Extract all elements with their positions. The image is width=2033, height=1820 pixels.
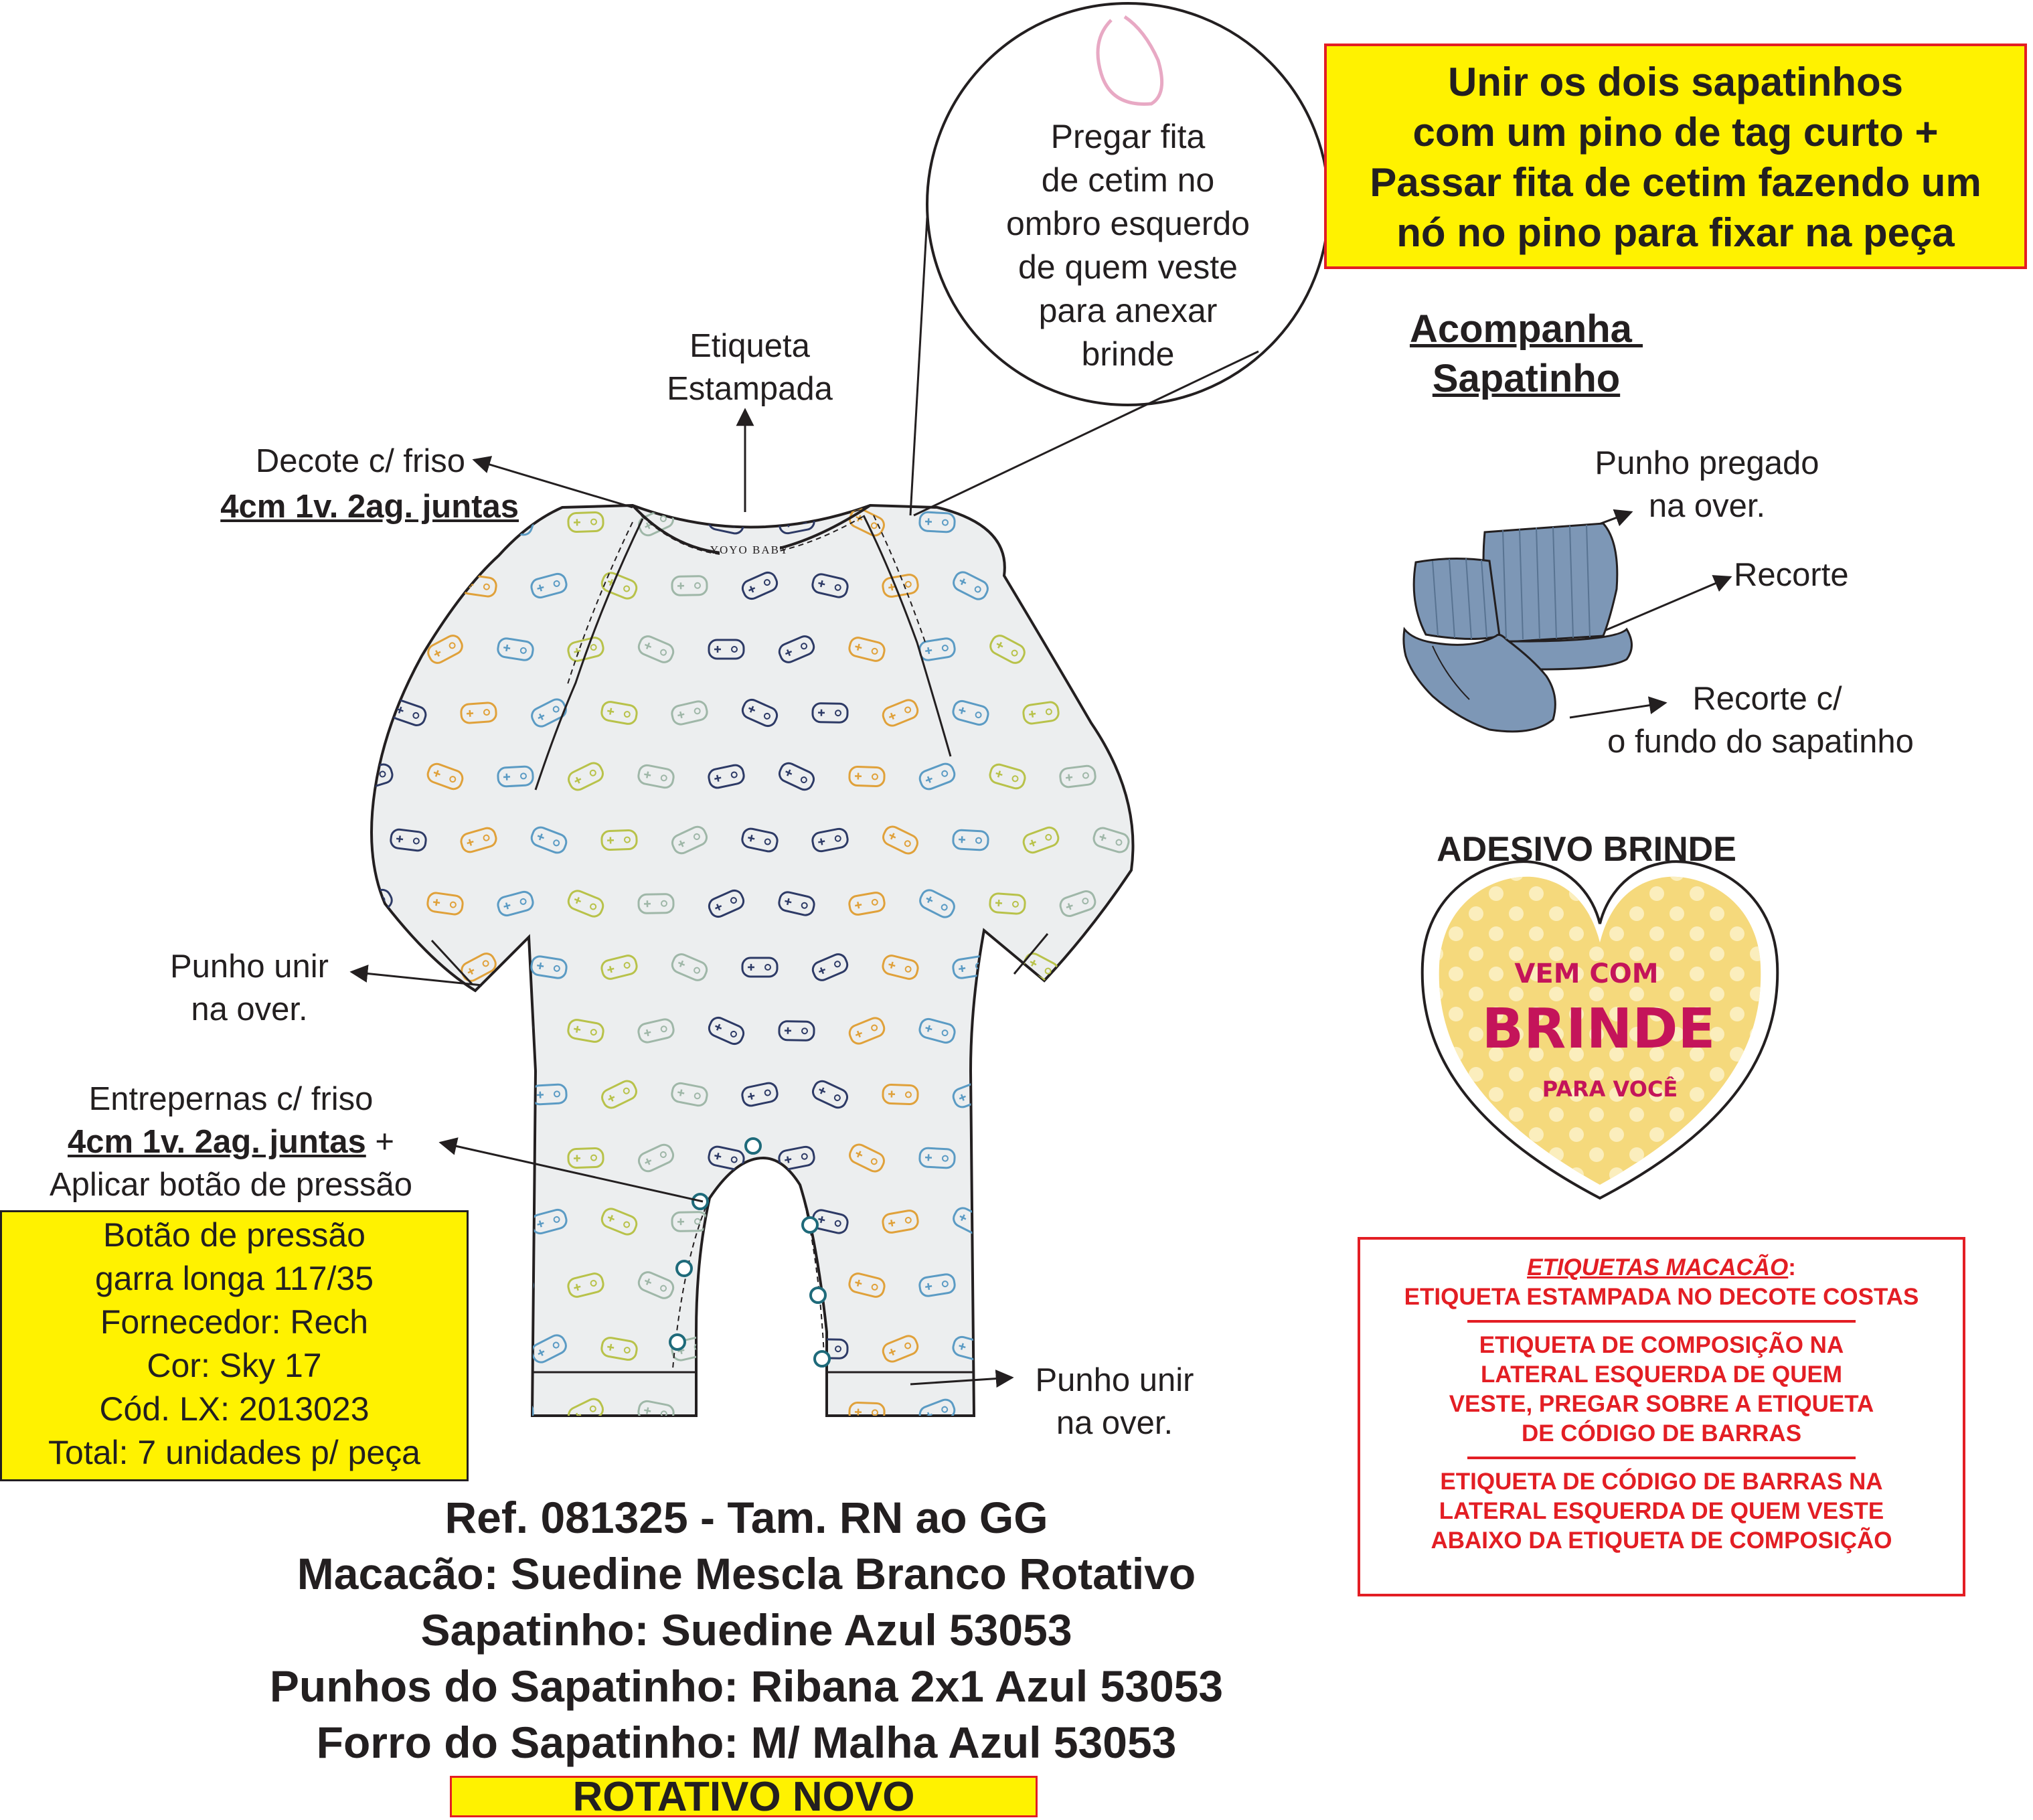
etiquetas-heading <box>1360 1253 1963 1283</box>
controller-icon <box>1163 829 1200 851</box>
etiqueta-line: Estampada <box>667 371 833 407</box>
botao-line: Total: 7 unidades p/ peça <box>48 1434 420 1471</box>
controller-icon <box>357 639 393 660</box>
controller-icon <box>1163 701 1200 724</box>
etiquetas-heading-text: ETIQUETAS MACACÃO <box>1527 1254 1789 1280</box>
top-instruction-box <box>1324 44 2027 269</box>
controller-icon <box>987 1268 1027 1301</box>
botao-line: Botão de pressão <box>103 1216 365 1254</box>
controller-icon <box>1023 575 1059 596</box>
top-note-line: nó no pino para fixar na peça <box>1396 210 1955 255</box>
entrepernas-line2-bold: 4cm 1v. 2ag. juntas <box>68 1124 366 1160</box>
entrepernas-line1: Entrepernas c/ friso <box>88 1081 374 1117</box>
rotativo-novo-text: ROTATIVO NOVO <box>572 1774 915 1820</box>
etiquetas-block2-line: VESTE, PREGAR SOBRE A ETIQUETA <box>1449 1391 1874 1417</box>
footer-line: Macacão: Suedine Mescla Branco Rotativo <box>297 1549 1196 1598</box>
shoe-recorte-label <box>1734 554 1868 596</box>
bubble-line: de cetim no <box>1041 161 1215 199</box>
sticker-line1: VEM COM <box>1514 959 1659 989</box>
punho-perna-line: na over. <box>1056 1405 1173 1441</box>
controller-icon <box>459 1080 498 1109</box>
controller-icon <box>1058 508 1097 536</box>
controller-icon <box>1092 1083 1129 1106</box>
etiquetas-line1: ETIQUETA ESTAMPADA NO DECOTE COSTAS <box>1404 1284 1919 1310</box>
bubble-line: brinde <box>1081 335 1175 373</box>
controller-icon <box>988 1143 1027 1173</box>
rotativo-novo-badge <box>450 1774 1038 1820</box>
controller-icon <box>1129 890 1167 918</box>
shoe-recorte-fundo-line: Recorte c/ <box>1692 681 1842 717</box>
bubble-pointer-left <box>910 218 927 515</box>
heart-sticker <box>1422 861 1778 1198</box>
etiquetas-block2-line: ETIQUETA DE COMPOSIÇÃO NA <box>1479 1332 1844 1358</box>
controller-icon <box>777 1396 817 1428</box>
entrepernas-line2-rest: + <box>365 1124 394 1160</box>
etiqueta-line: Etiqueta <box>689 328 810 364</box>
controller-icon <box>388 569 428 602</box>
top-note-line: Unir os dois sapatinhos <box>1447 60 1904 104</box>
controller-icon <box>496 1143 536 1173</box>
controller-icon <box>497 1273 534 1297</box>
botao-line: Cód. LX: 2013023 <box>99 1390 370 1428</box>
controller-icon <box>740 1206 780 1238</box>
shoe-punho-line: Punho pregado <box>1595 445 1819 481</box>
controller-icon <box>1058 1144 1097 1172</box>
controller-icon <box>1130 1147 1167 1169</box>
footer-line: Ref. 081325 - Tam. RN ao GG <box>444 1493 1048 1542</box>
etiqueta-label <box>616 325 884 410</box>
controller-icon <box>1092 1207 1131 1236</box>
controller-icon <box>1130 1019 1167 1042</box>
top-note-line: com um pino de tag curto + <box>1412 110 1939 155</box>
controller-icon <box>1023 1211 1059 1232</box>
etiquetas-block3-line: LATERAL ESQUERDA DE QUEM VESTE <box>1439 1498 1884 1524</box>
botao-line: Cor: Sky 17 <box>147 1347 322 1384</box>
acompanha-line: Acompanha <box>1409 307 1643 351</box>
etiquetas-divider <box>1467 1320 1856 1323</box>
bubble-line: para anexar <box>1038 292 1218 329</box>
footer-line: Sapatinho: Suedine Azul 53053 <box>420 1605 1072 1655</box>
decote-line2: 4cm 1v. 2ag. juntas <box>220 489 519 525</box>
snap-button-spec-box <box>0 1210 469 1481</box>
bubble-text <box>961 115 1295 376</box>
controller-icon <box>1060 1274 1096 1296</box>
controller-icon <box>1162 572 1201 600</box>
controller-icon <box>1128 760 1167 793</box>
punho-perna-line: Punho unir <box>1035 1362 1194 1398</box>
controller-icon <box>1091 696 1131 730</box>
footer-spec <box>134 1489 1359 1770</box>
acompanha-line: Sapatinho <box>1432 357 1621 400</box>
controller-icon <box>1162 953 1201 982</box>
entrepernas-label <box>7 1078 455 1206</box>
controller-icon <box>1129 1271 1167 1300</box>
bubble-line: ombro esquerdo <box>1005 205 1250 242</box>
etiquetas-block3-line: ETIQUETA DE CÓDIGO DE BARRAS NA <box>1440 1469 1883 1495</box>
punho-perna-label <box>1004 1359 1225 1444</box>
controller-icon <box>1058 1014 1097 1048</box>
controller-icon <box>1130 511 1167 533</box>
shoe-recorte-fundo-line: o fundo do sapatinho <box>1607 724 1914 760</box>
controller-icon <box>740 1333 780 1365</box>
etiquetas-block2-line: LATERAL ESQUERDA DE QUEM <box>1481 1361 1842 1388</box>
entrepernas-line3: Aplicar botão de pressão <box>49 1167 413 1203</box>
decote-line1: Decote c/ friso <box>255 443 465 479</box>
controller-icon <box>989 1019 1026 1043</box>
shoe-punho-line: na over. <box>1648 488 1766 524</box>
controller-icon <box>988 507 1027 537</box>
decote-label <box>134 438 519 529</box>
controller-icon <box>1129 635 1167 664</box>
botao-line: Fornecedor: Rech <box>100 1303 369 1341</box>
top-note-line: Passar fita de cetim fazendo um <box>1370 160 1981 205</box>
controller-icon <box>427 1020 463 1042</box>
controller-icon <box>390 957 426 978</box>
acompanha-title <box>1379 305 1674 404</box>
entrepernas-line2 <box>7 1121 455 1163</box>
controller-icon <box>708 1400 746 1425</box>
controller-icon <box>1161 1078 1201 1111</box>
neck-label-brand: YOYO BABY <box>710 544 790 556</box>
shoe-punho-label <box>1553 442 1861 527</box>
controller-icon <box>497 1402 533 1423</box>
controller-icon <box>1093 957 1129 978</box>
footer-line: Forro do Sapatinho: M/ Malha Azul 53053 <box>316 1718 1177 1767</box>
botao-line: garra longa 117/35 <box>94 1260 374 1297</box>
adesivo-title: ADESIVO BRINDE <box>1437 830 1736 869</box>
shoe-recorte-line: Recorte <box>1734 557 1849 593</box>
etiquetas-macacao-box <box>1358 1237 1965 1596</box>
controller-icon <box>1022 1080 1060 1108</box>
etiquetas-block2-line: DE CÓDIGO DE BARRAS <box>1521 1420 1802 1446</box>
controller-icon <box>495 1015 535 1048</box>
sticker-line3: PARA VOCÊ <box>1542 1076 1678 1102</box>
shoe-recorte-fundo-label <box>1560 677 1961 763</box>
bubble-line: Pregar fita <box>1050 118 1206 155</box>
romper-drawing <box>355 505 1201 1429</box>
etiquetas-heading-suffix: : <box>1788 1254 1796 1280</box>
punho-manga-label <box>134 945 365 1031</box>
sticker-line2: BRINDE <box>1481 997 1716 1061</box>
footer-line: Punhos do Sapatinho: Ribana 2x1 Azul 53053 <box>269 1661 1224 1711</box>
controller-icon <box>1092 571 1131 600</box>
controller-icon <box>1022 1337 1059 1361</box>
controller-icon <box>709 1276 744 1295</box>
punho-manga-line: na over. <box>191 991 308 1027</box>
bubble-line: de quem veste <box>1018 248 1238 286</box>
etiquetas-block3-line: ABAIXO DA ETIQUETA DE COMPOSIÇÃO <box>1431 1527 1892 1554</box>
controller-icon <box>1162 1208 1201 1236</box>
controller-icon <box>1060 639 1096 660</box>
punho-manga-line: Punho unir <box>169 948 329 985</box>
controller-icon <box>1163 1337 1200 1359</box>
etiquetas-divider <box>1467 1457 1856 1459</box>
